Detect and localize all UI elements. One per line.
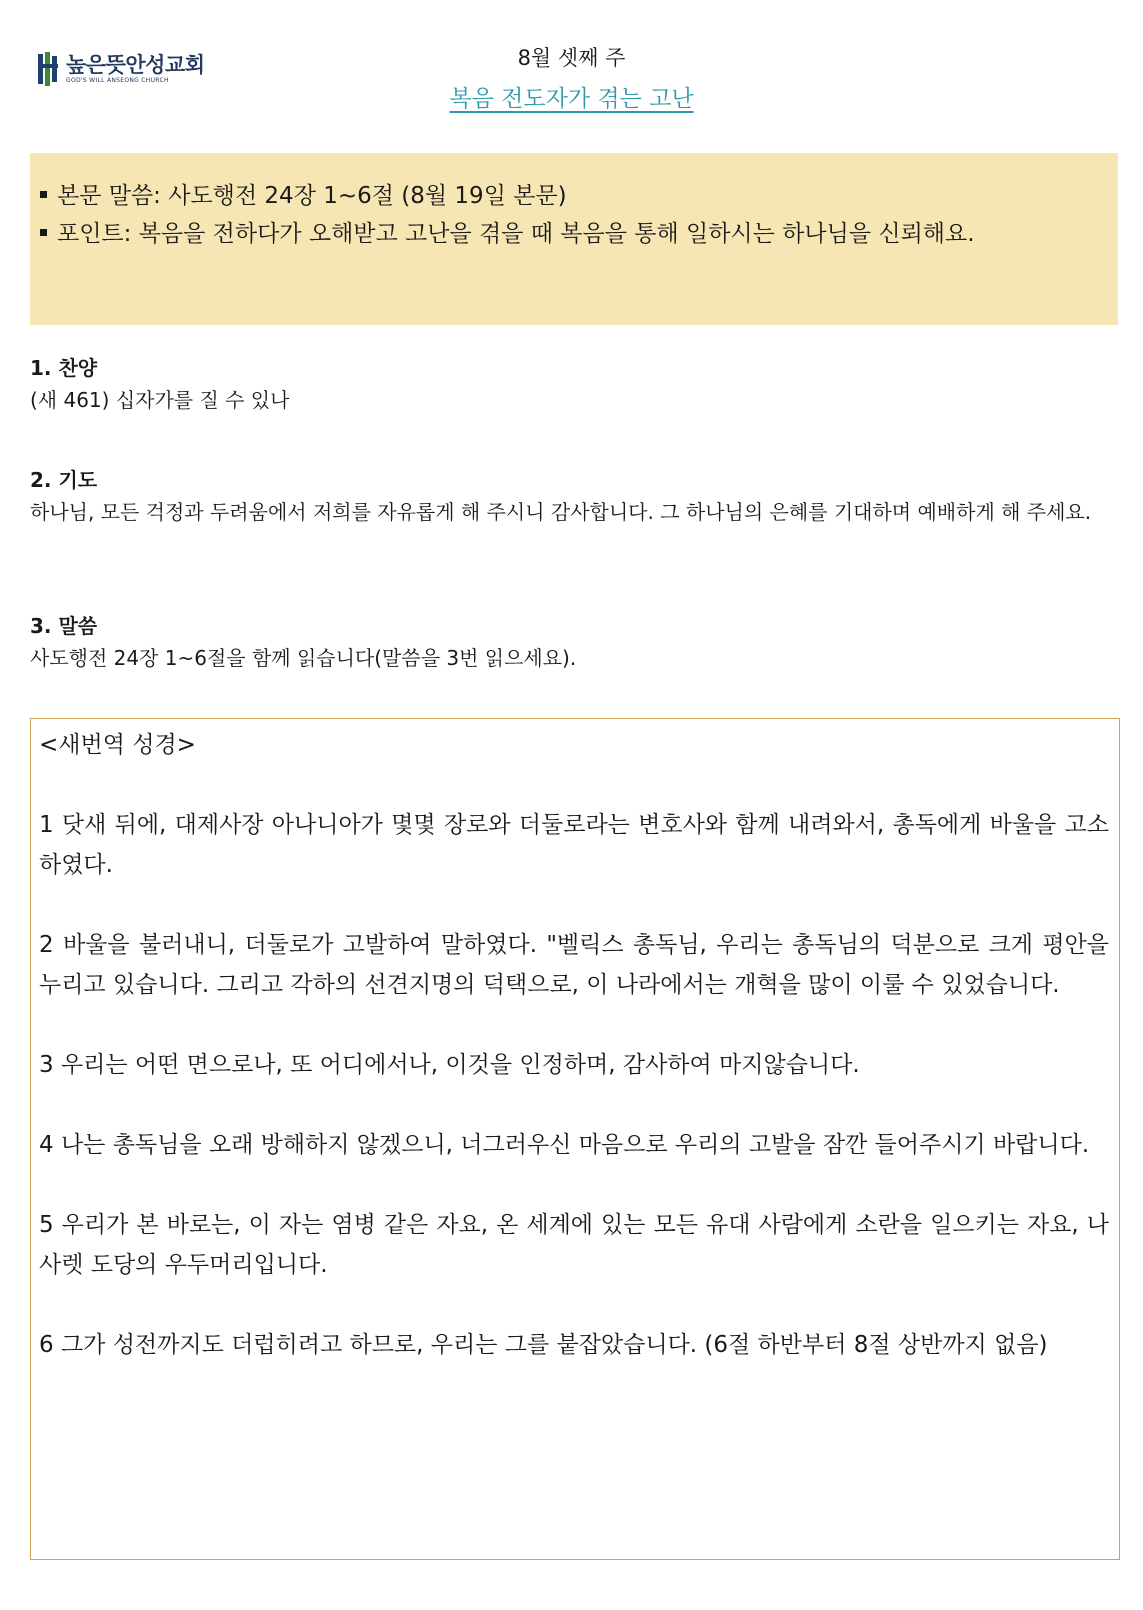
section-heading: 2. 기도 [30, 468, 98, 492]
section-heading: 3. 말씀 [30, 614, 98, 638]
verse-6: 6 그가 성전까지도 더럽히려고 하므로, 우리는 그를 붙잡았습니다. (6절 하반부터 8절 상반까지 없음) [39, 1332, 1048, 1358]
verse-1: 1 닷새 뒤에, 대제사장 아나니아가 몇몇 장로와 더둘로라는 변호사와 함께 내려와서, 총독에게 바울을 고소하였다. [39, 812, 1109, 878]
verse-4: 4 나는 총독님을 오래 방해하지 않겠으니, 너그러우신 마음으로 우리의 고발을 잠깐 들어주시기 바랍니다. [39, 1132, 1090, 1158]
verse-5: 5 우리가 본 바로는, 이 자는 염병 같은 자요, 온 세계에 있는 모든 유대 사람에게 소란을 일으키는 자요, 나사렛 도당의 우두머리입니다. [39, 1212, 1109, 1278]
section-body: 사도행전 24장 1~6절을 함께 읽습니다(말씀을 3번 읽으세요). [30, 646, 577, 670]
page-title: 복음 전도자가 겪는 고난 [449, 86, 694, 112]
section-hymn [30, 352, 1120, 416]
section-body: 하나님, 모든 걱정과 두려움에서 저희를 자유롭게 해 주시니 감사합니다. 그 하나님의 은혜를 기대하며 예배하게 해 주세요. [30, 500, 1092, 524]
section-prayer [30, 464, 1120, 528]
bullet-icon [40, 191, 47, 198]
summary-point: 포인트: 복음을 전하다가 오해받고 고난을 겪을 때 복음을 통해 일하시는 하나님을 신뢰해요. [36, 215, 1106, 253]
bullet-icon [40, 229, 47, 236]
verse-3: 3 우리는 어떤 면으로나, 또 어디에서나, 이것을 인정하며, 감사하여 마지않습니다. [39, 1052, 860, 1078]
logo-english-text: GOD'S WILL ANSEONG CHURCH [66, 77, 169, 84]
logo-korean-text: 높은뜻안성교회 [66, 53, 205, 77]
summary-passage: 본문 말씀: 사도행전 24장 1~6절 (8월 19일 본문) [36, 177, 1106, 215]
section-word [30, 610, 1120, 674]
section-body: (새 461) 십자가를 질 수 있나 [30, 388, 290, 412]
week-label: 8월 셋째 주 [517, 46, 626, 70]
scripture-label: <새번역 성경> [39, 732, 196, 758]
summary-box [30, 153, 1118, 325]
verse-2: 2 바울을 불러내니, 더둘로가 고발하여 말하였다. "벨릭스 총독님, 우리는 총독님의 덕분으로 크게 평안을 누리고 있습니다. 그리고 각하의 선견지명의 덕택으로, 이 나라에서는 개혁을 많이 이룰 수 있었습니다. [39, 932, 1109, 998]
page-header [0, 0, 1143, 140]
section-heading: 1. 찬양 [30, 356, 98, 380]
scripture-box [30, 718, 1120, 1560]
